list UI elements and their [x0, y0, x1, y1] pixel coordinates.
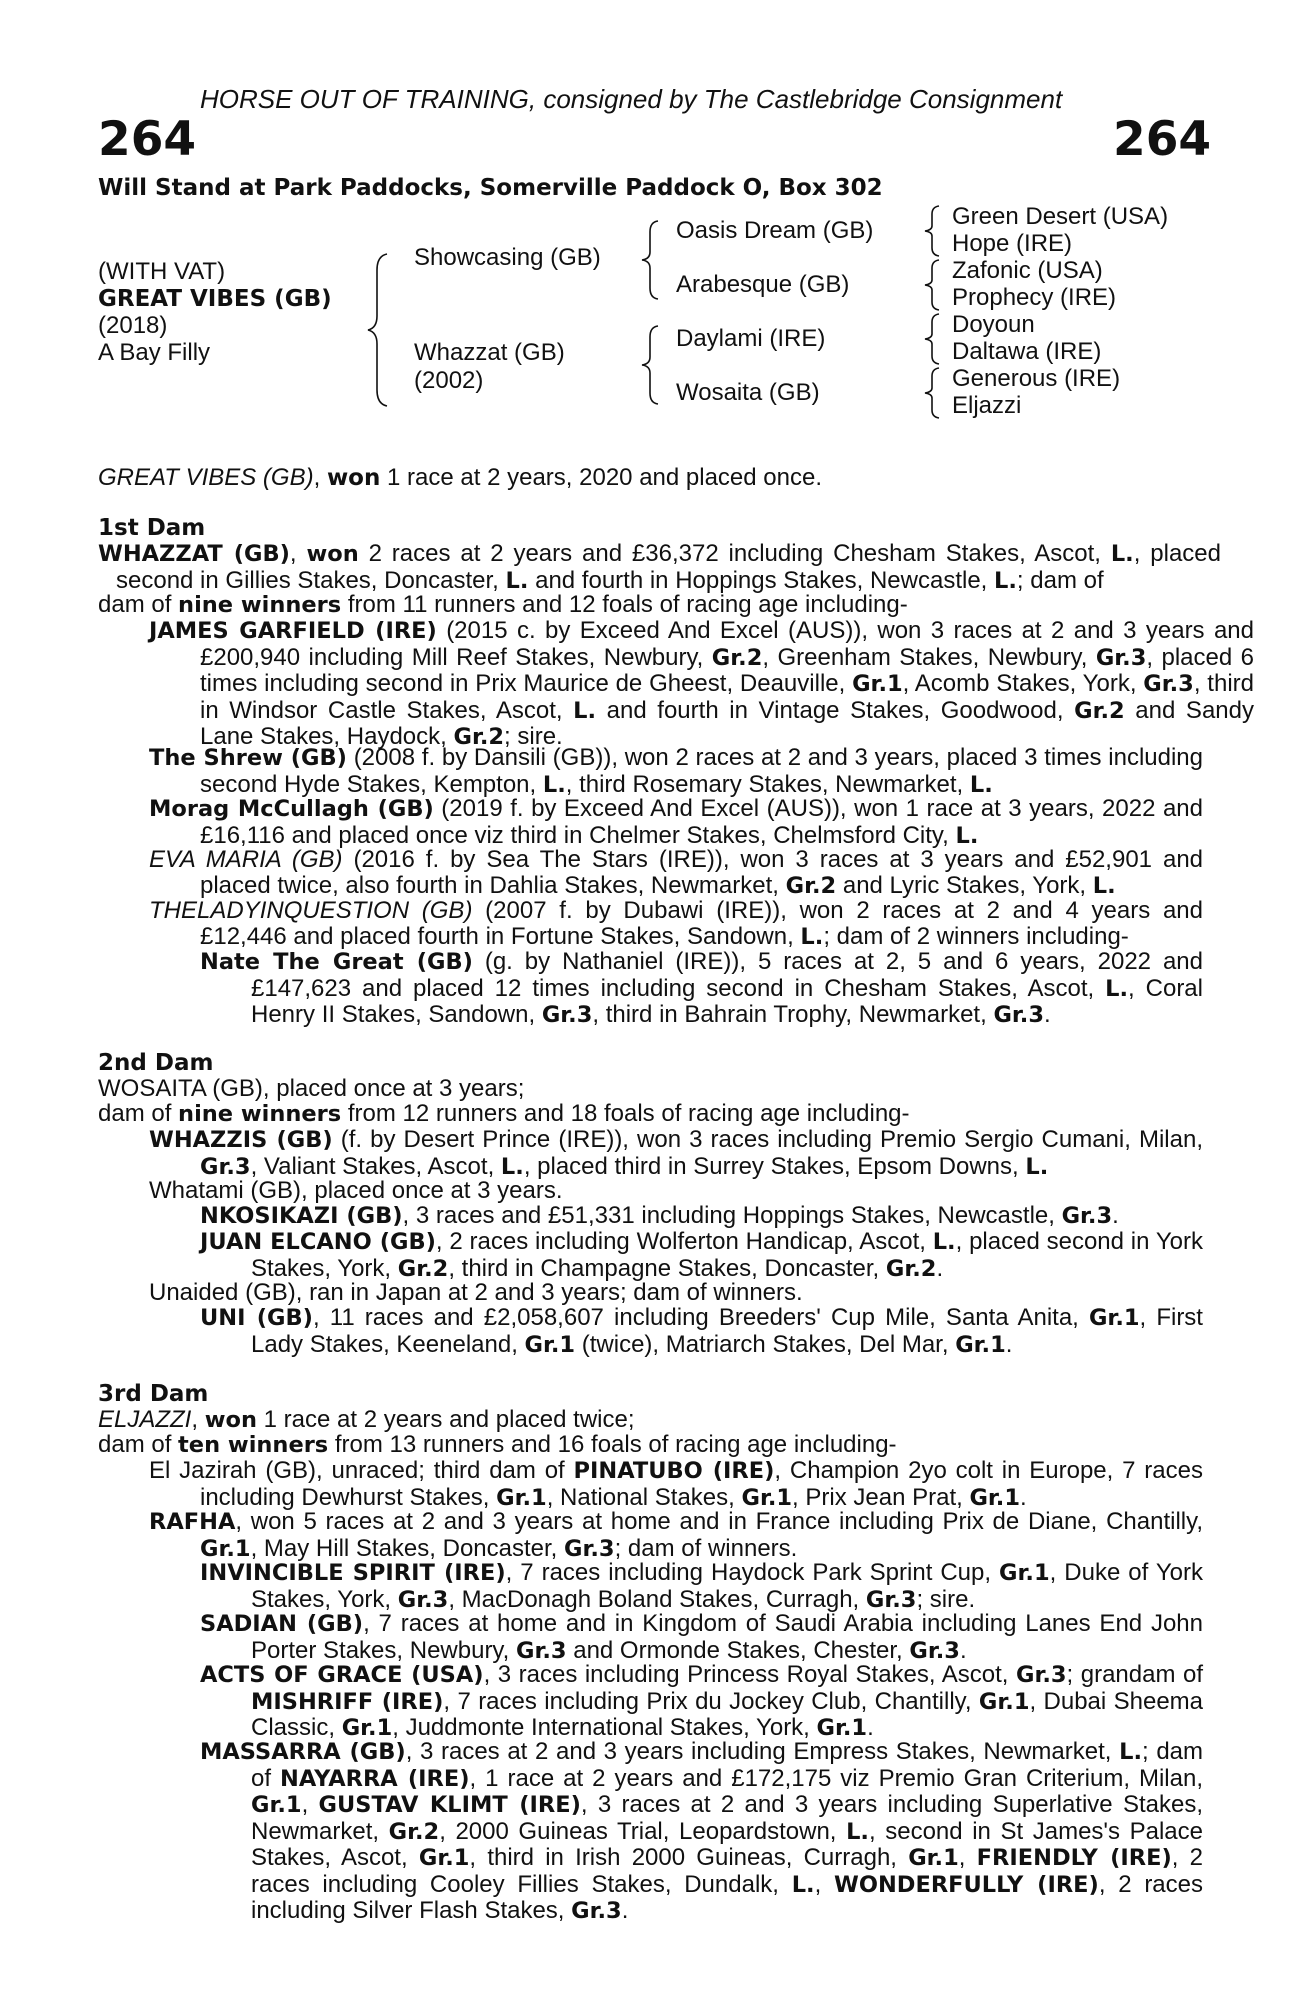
brace-gen3-2: [922, 258, 944, 312]
stand-location: Will Stand at Park Paddocks, Somerville Paddock O, Box 302: [98, 175, 883, 201]
lot-number-right: 264: [1113, 112, 1212, 167]
dam3-entry: ELJAZZI, won 1 race at 2 years and placed twice;: [98, 1406, 635, 1433]
progeny-acts-of-grace: ACTS OF GRACE (USA), 3 races including Princess Royal Stakes, Ascot, Gr.3; grandam of MISHRIFF (IRE), 7 races including Prix du Jockey Club, Chantilly, Gr.1, Dubai Sheema Classic, Gr.1, Juddmonte International Stakes, York, Gr.1.: [200, 1661, 1204, 1741]
brace-dam: [638, 323, 664, 407]
section-1st-dam: 1st Dam: [98, 515, 206, 541]
gen3-4: Prophecy (IRE): [952, 284, 1117, 311]
progeny-nate-the-great: Nate The Great (GB) (g. by Nathaniel (IRE)), 5 races at 2, 5 and 6 years, 2022 and £147,623 and placed 12 times including second in Chesham Stakes, Ascot, L., Coral Henry II Stakes, Sandown, Gr.3, third in Bahrain Trophy, Newmarket, Gr.3.: [200, 948, 1203, 1028]
horse-description: A Bay Filly: [98, 339, 211, 366]
progeny-massarra: MASSARRA (GB), 3 races at 2 and 3 years including Empress Stakes, Newmarket, L.; dam of NAYARRA (IRE), 1 race at 2 years and £172,175 viz Premio Gran Criterium, Milan, Gr.1, GUSTAV KLIMT (IRE), 3 races at 2 and 3 years including Superlative Stakes, Newmarket, Gr.2, 2000 Guineas Trial, Leopardstown, L., second in St James's Palace Stakes, Ascot, Gr.1, third in Irish 2000 Guineas, Curragh, Gr.1, FRIENDLY (IRE), 2 races including Cooley Fillies Stakes, Dundalk, L., WONDERFULLY (IRE), 2 races including Silver Flash Stakes, Gr.3.: [200, 1738, 1204, 1924]
dam-dam: Wosaita (GB): [676, 379, 820, 406]
race-summary: GREAT VIBES (GB), won 1 race at 2 years, 2020 and placed once.: [98, 464, 823, 491]
vat-note: (WITH VAT): [98, 258, 226, 285]
lot-number-left: 264: [98, 112, 197, 167]
progeny-rafha: RAFHA, won 5 races at 2 and 3 years at home and in France including Prix de Diane, Chantilly, Gr.1, May Hill Stakes, Doncaster, Gr.3; dam of winners.: [149, 1508, 1203, 1562]
section-2nd-dam: 2nd Dam: [98, 1050, 214, 1076]
gen3-3: Zafonic (USA): [952, 257, 1103, 284]
progeny-uni: UNI (GB), 11 races and £2,058,607 including Breeders' Cup Mile, Santa Anita, Gr.1, First Lady Stakes, Keeneland, Gr.1 (twice), Matriarch Stakes, Del Mar, Gr.1.: [200, 1304, 1203, 1358]
dam-year: (2002): [414, 367, 484, 394]
dam2-entry: WOSAITA (GB), placed once at 3 years;: [98, 1075, 525, 1102]
brace-main: [365, 250, 395, 410]
horse-name: GREAT VIBES (GB): [98, 286, 332, 312]
dam1-entry: WHAZZAT (GB), won 2 races at 2 years and £36,372 including Chesham Stakes, Ascot, L., placed second in Gillies Stakes, Doncaster, L. and fourth in Hoppings Stakes, Newcastle, L.; dam of: [98, 540, 1221, 594]
gen3-8: Eljazzi: [952, 392, 1022, 419]
section-3rd-dam: 3rd Dam: [98, 1381, 209, 1407]
progeny-nkosikazi: NKOSIKAZI (GB), 3 races and £51,331 including Hoppings Stakes, Newcastle, Gr.3.: [200, 1202, 1119, 1229]
brace-gen3-4: [922, 366, 944, 420]
progeny-eva-maria: EVA MARIA (GB) (2016 f. by Sea The Stars (IRE)), won 3 races at 3 years and £52,901 and placed twice, also fourth in Dahlia Stakes, Newmarket, Gr.2 and Lyric Stakes, York, L.: [149, 846, 1204, 899]
foaling-year: (2018): [98, 312, 168, 339]
progeny-theladyinquestion: THELADYINQUESTION (GB) (2007 f. by Dubawi (IRE)), won 2 races at 2 and 4 years and £12,446 and placed fourth in Fortune Stakes, Sandown, L.; dam of 2 winners including-: [149, 897, 1203, 950]
dam-sire: Daylami (IRE): [676, 325, 826, 352]
gen3-2: Hope (IRE): [952, 230, 1073, 257]
dam1-offspring-count: dam of nine winners from 11 runners and 12 foals of racing age including-: [98, 591, 908, 618]
sire-dam: Arabesque (GB): [676, 271, 850, 298]
gen3-5: Doyoun: [952, 311, 1035, 338]
brace-gen3-3: [922, 312, 944, 366]
progeny-whazzis: WHAZZIS (GB) (f. by Desert Prince (IRE)), won 3 races including Premio Sergio Cumani, Milan, Gr.3, Valiant Stakes, Ascot, L., placed third in Surrey Stakes, Epsom Downs, L.: [149, 1126, 1203, 1180]
gen3-1: Green Desert (USA): [952, 203, 1169, 230]
consignment-header: HORSE OUT OF TRAINING, consigned by The Castlebridge Consignment: [200, 84, 1063, 114]
dam: Whazzat (GB): [414, 339, 565, 366]
sire: Showcasing (GB): [414, 244, 601, 271]
dam3-offspring-count: dam of ten winners from 13 runners and 16 foals of racing age including-: [98, 1431, 897, 1458]
progeny-sadian: SADIAN (GB), 7 races at home and in Kingdom of Saudi Arabia including Lanes End John Porter Stakes, Newbury, Gr.3 and Ormonde Stakes, Chester, Gr.3.: [200, 1610, 1203, 1664]
progeny-the-shrew: The Shrew (GB) (2008 f. by Dansili (GB)), won 2 races at 2 and 3 years, placed 3 times including second Hyde Stakes, Kempton, L., third Rosemary Stakes, Newmarket, L.: [149, 744, 1204, 798]
gen3-7: Generous (IRE): [952, 365, 1121, 392]
progeny-el-jazirah: El Jazirah (GB), unraced; third dam of PINATUBO (IRE), Champion 2yo colt in Europe, 7 races including Dewhurst Stakes, Gr.1, National Stakes, Gr.1, Prix Jean Prat, Gr.1.: [149, 1457, 1203, 1511]
progeny-juan-elcano: JUAN ELCANO (GB), 2 races including Wolferton Handicap, Ascot, L., placed second in York Stakes, York, Gr.2, third in Champagne Stakes, Doncaster, Gr.2.: [200, 1228, 1204, 1282]
progeny-whatami: Whatami (GB), placed once at 3 years.: [149, 1177, 563, 1204]
brace-sire: [638, 218, 664, 302]
brace-gen3-1: [922, 204, 944, 258]
progeny-morag-mccullagh: Morag McCullagh (GB) (2019 f. by Exceed And Excel (AUS)), won 1 race at 3 years, 2022 and £16,116 and placed once viz third in Chelmer Stakes, Chelmsford City, L.: [149, 795, 1203, 849]
dam2-offspring-count: dam of nine winners from 12 runners and 18 foals of racing age including-: [98, 1100, 910, 1127]
sire-sire: Oasis Dream (GB): [676, 217, 874, 244]
gen3-6: Daltawa (IRE): [952, 338, 1102, 365]
progeny-invincible-spirit: INVINCIBLE SPIRIT (IRE), 7 races including Haydock Park Sprint Cup, Gr.1, Duke of York Stakes, York, Gr.3, MacDonagh Boland Stakes, Curragh, Gr.3; sire.: [200, 1559, 1203, 1613]
progeny-james-garfield: JAMES GARFIELD (IRE) (2015 c. by Exceed And Excel (AUS)), won 3 races at 2 and 3 years and £200,940 including Mill Reef Stakes, Newbury, Gr.2, Greenham Stakes, Newbury, Gr.3, placed 6 times including second in Prix Maurice de Gheest, Deauville, Gr.1, Acomb Stakes, York, Gr.3, third in Windsor Castle Stakes, Ascot, L. and fourth in Vintage Stakes, Goodwood, Gr.2 and Sandy Lane Stakes, Haydock, Gr.2; sire.: [149, 617, 1254, 750]
progeny-unaided: Unaided (GB), ran in Japan at 2 and 3 years; dam of winners.: [149, 1279, 803, 1306]
